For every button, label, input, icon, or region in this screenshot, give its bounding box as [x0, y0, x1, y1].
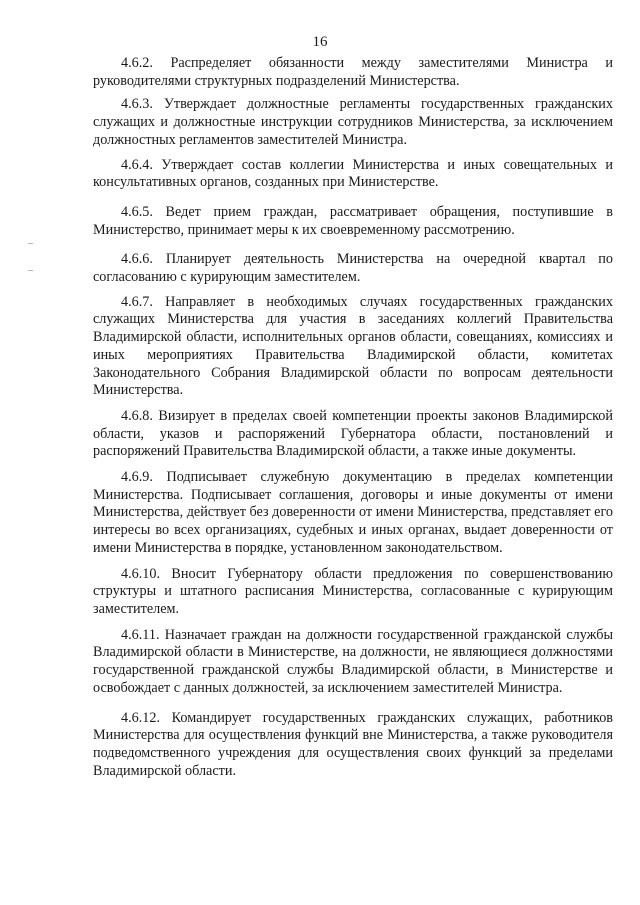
- page-number: 16: [312, 34, 328, 50]
- paragraph-4-6-4: 4.6.4. Утверждает состав коллегии Министерства и иных совещательных и консультативных органов, созданных при Министерстве.: [93, 156, 613, 191]
- margin-mark: [28, 243, 33, 244]
- paragraph-4-6-2: 4.6.2. Распределяет обязанности между заместителями Министра и руководителями структурных подразделений Министерства.: [93, 55, 613, 89]
- paragraph-4-6-8: 4.6.8. Визирует в пределах своей компетенции проекты законов Владимирской области, указов и распоряжений Губернатора области, постановлений и распоряжений Правительства Владимирской области, а также иные документы.: [93, 407, 613, 460]
- paragraph-4-6-9: 4.6.9. Подписывает служебную документацию в пределах компетенции Министерства. Подписывает соглашения, договоры и иные документы от имени Министерства, действует без доверенности от имени Министерства, представляет его интересы во всех организациях, судебных и иных органах, выдает доверенности от имени Министерства в порядке, установленном законодательством.: [93, 469, 613, 556]
- paragraph-4-6-10: 4.6.10. Вносит Губернатору области предложения по совершенствованию структуры и штатного расписания Министерства, согласованные с курирующим заместителем.: [93, 565, 613, 617]
- paragraph-4-6-3: 4.6.3. Утверждает должностные регламенты государственных гражданских служащих и должностные инструкции сотрудников Министерства, за исключением должностных регламентов заместителей Министра.: [93, 96, 613, 148]
- paragraph-4-6-11: 4.6.11. Назначает граждан на должности государственной гражданской службы Владимирской области в Министерстве, на должности, не являющиеся должностями государственной гражданской службы Владимирской области, в Министерстве и освобождает с данных должностей, за исключением заместителей Министра.: [93, 626, 613, 696]
- document-body: [93, 55, 613, 780]
- paragraph-4-6-5: 4.6.5. Ведет прием граждан, рассматривает обращения, поступившие в Министерство, принимает меры к их своевременному рассмотрению.: [93, 203, 613, 238]
- paragraph-4-6-6: 4.6.6. Планирует деятельность Министерства на очередной квартал по согласованию с курирующим заместителем.: [93, 251, 613, 286]
- paragraph-4-6-12: 4.6.12. Командирует государственных гражданских служащих, работников Министерства для осуществления функций вне Министерства, а также руководителя подведомственного учреждения для осуществления своих функций за пределами Владимирской области.: [93, 709, 613, 779]
- margin-mark: [28, 270, 33, 271]
- paragraph-4-6-7: 4.6.7. Направляет в необходимых случаях государственных гражданских служащих Министерства для участия в заседаниях коллегий Правительства Владимирской области, исполнительных органов области, совещаниях, комиссиях и иных мероприятиях Правительства Владимирской области, комитетах Законодательного Собрания Владимирской области по вопросам деятельности Министерства.: [93, 293, 613, 399]
